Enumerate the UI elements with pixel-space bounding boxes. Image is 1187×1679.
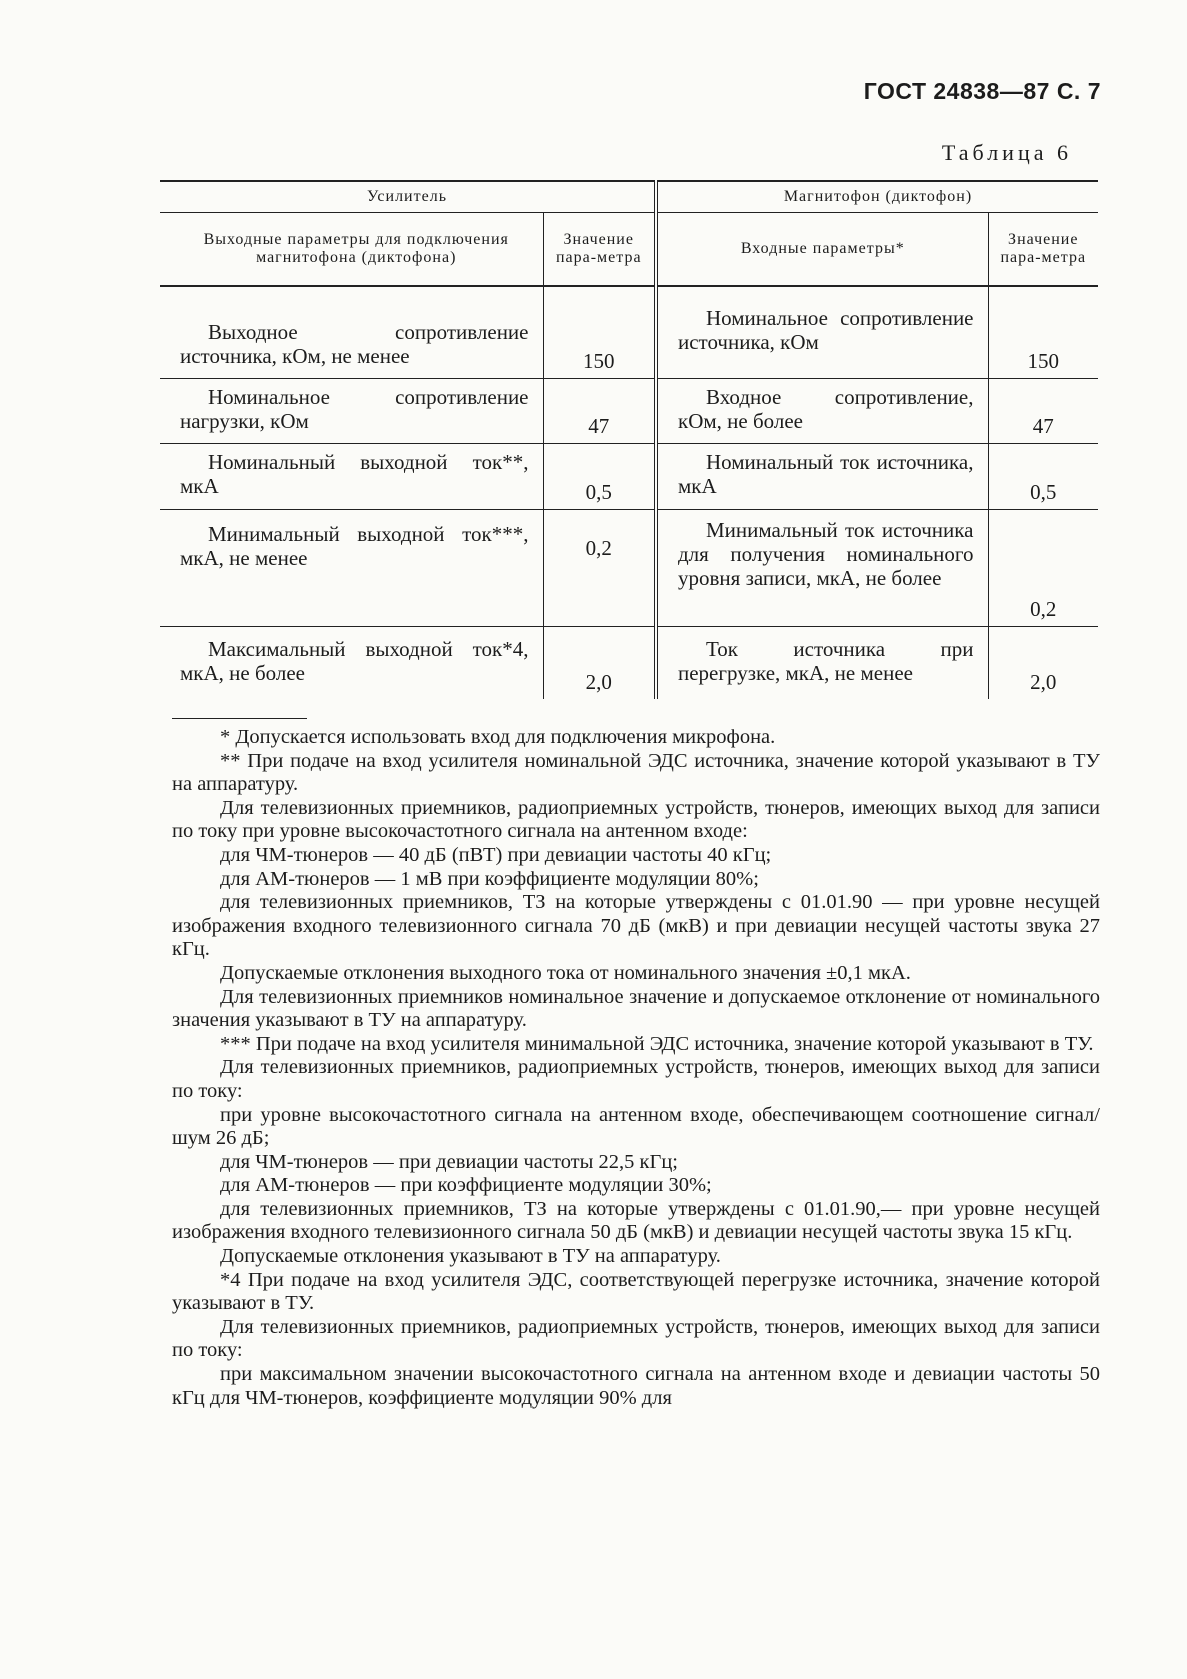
table-row	[160, 509, 1098, 626]
footnote-paragraph: ** При подаче на вход усилителя номинальной ЭДС источника, значение которой указывают в ТУ на аппаратуру.	[172, 749, 1100, 796]
amp-param-header: Выходные параметры для подключения магнитофона (диктофона)	[160, 213, 543, 287]
rec-value-cell: 150	[988, 286, 1098, 378]
table-row	[160, 286, 1098, 378]
table-group-header-row	[160, 181, 1098, 213]
rec-param-cell: Минимальный ток источника для получения номинального уровня записи, мкА, не более	[656, 509, 988, 626]
rec-param-cell: Входное сопротивление, кОм, не более	[656, 378, 988, 443]
amp-param-cell: Максимальный выходной ток*4, мкА, не более	[180, 636, 529, 685]
footnote-paragraph: * Допускается использовать вход для подключения микрофона.	[220, 726, 776, 748]
rec-value-cell: 0,2	[988, 509, 1098, 626]
rec-param-cell: Ток источника при перегрузке, мкА, не менее	[656, 626, 988, 699]
footnotes	[172, 726, 1100, 1410]
rec-value-header: Значение пара-метра	[988, 213, 1098, 287]
footnote-divider	[172, 718, 307, 719]
footnote-paragraph: *4 При подаче на вход усилителя ЭДС, соответствующей перегрузке источника, значение которой указывают в ТУ.	[172, 1268, 1100, 1315]
footnote-paragraph: для АМ-тюнеров — при коэффициенте модуляции 30%;	[220, 1174, 712, 1197]
amp-value-cell: 47	[543, 378, 656, 443]
table-column-header-row	[160, 213, 1098, 287]
amp-value-cell: 0,5	[543, 443, 656, 509]
amp-value-cell: 2,0	[543, 626, 656, 699]
amp-value-header: Значение пара-метра	[543, 213, 656, 287]
amp-param-cell: Выходное сопротивление источника, кОм, не менее	[160, 286, 543, 378]
amplifier-group-header: Усилитель	[160, 181, 656, 213]
footnote-paragraph: для ЧМ-тюнеров — 40 дБ (пВТ) при девиации частоты 40 кГц;	[220, 843, 772, 866]
amp-param-cell: Минимальный выходной ток***, мкА, не менее	[160, 509, 543, 626]
footnote-paragraph: для АМ-тюнеров — 1 мВ при коэффициенте модуляции 80%;	[220, 867, 759, 890]
table-row	[160, 378, 1098, 443]
table-row	[160, 626, 1098, 699]
footnote-paragraph: при уровне высокочастотного сигнала на антенном входе, обеспечивающем соотношение сигнал/шум 26 дБ;	[172, 1103, 1100, 1150]
amp-value-cell: 0,2	[543, 509, 656, 626]
footnote-paragraph: для ЧМ-тюнеров — при девиации частоты 22,5 кГц;	[220, 1150, 679, 1173]
rec-param-cell: Номинальное сопротивление источника, кОм	[656, 286, 988, 378]
table-row	[160, 443, 1098, 509]
footnote-paragraph: для телевизионных приемников, ТЗ на которые утверждены с 01.01.90 — при уровне несущей изображения входного телевизионного сигнала 70 дБ (мкВ) и при девиации несущей частоты звука 27 кГц.	[172, 891, 1100, 961]
recorder-group-header: Магнитофон (диктофон)	[656, 181, 1098, 213]
page-header: ГОСТ 24838—87 С. 7	[863, 78, 1101, 104]
rec-value-cell: 2,0	[988, 626, 1098, 699]
footnote-paragraph: для телевизионных приемников, ТЗ на которые утверждены с 01.01.90,— при уровне несущей изображения входного телевизионного сигнала 50 дБ (мкВ) и девиации несущей частоты звука 15 кГц.	[172, 1197, 1100, 1244]
rec-value-cell: 0,5	[988, 443, 1098, 509]
footnote-paragraph: Для телевизионных приемников номинальное значение и допускаемое отклонение от номинального значения указывают в ТУ на аппаратуру.	[172, 985, 1100, 1032]
rec-param-cell: Номинальный ток источника, мкА	[656, 443, 988, 509]
parameters-table	[160, 180, 1098, 699]
amp-param-cell: Номинальный выходной ток**, мкА	[160, 443, 543, 509]
footnote-paragraph: Для телевизионных приемников, радиоприемных устройств, тюнеров, имеющих выход для записи по току при уровне высокочастотного сигнала на антенном входе:	[172, 796, 1100, 843]
footnote-paragraph: Для телевизионных приемников, радиоприемных устройств, тюнеров, имеющих выход для записи по току:	[172, 1056, 1100, 1102]
footnote-paragraph: Для телевизионных приемников, радиоприемных устройств, тюнеров, имеющих выход для записи по току:	[172, 1315, 1100, 1362]
footnote-paragraph: Допускаемые отклонения указывают в ТУ на аппаратуру.	[220, 1245, 721, 1268]
footnote-paragraph: *** При подаче на вход усилителя минимальной ЭДС источника, значение которой указывают в ТУ.	[220, 1032, 1094, 1055]
footnote-paragraph: при максимальном значении высокочастотного сигнала на антенном входе и девиации частоты 50 кГц для ЧМ-тюнеров, коэффициенте модуляции 90% для	[172, 1363, 1100, 1409]
amp-param-cell: Номинальное сопротивление нагрузки, кОм	[160, 378, 543, 443]
footnote-paragraph: Допускаемые отклонения выходного тока от номинального значения ±0,1 мкА.	[220, 961, 911, 984]
rec-value-cell: 47	[988, 378, 1098, 443]
rec-param-header: Входные параметры*	[656, 213, 988, 287]
amp-value-cell: 150	[543, 286, 656, 378]
table-caption: Таблица 6	[941, 140, 1072, 165]
